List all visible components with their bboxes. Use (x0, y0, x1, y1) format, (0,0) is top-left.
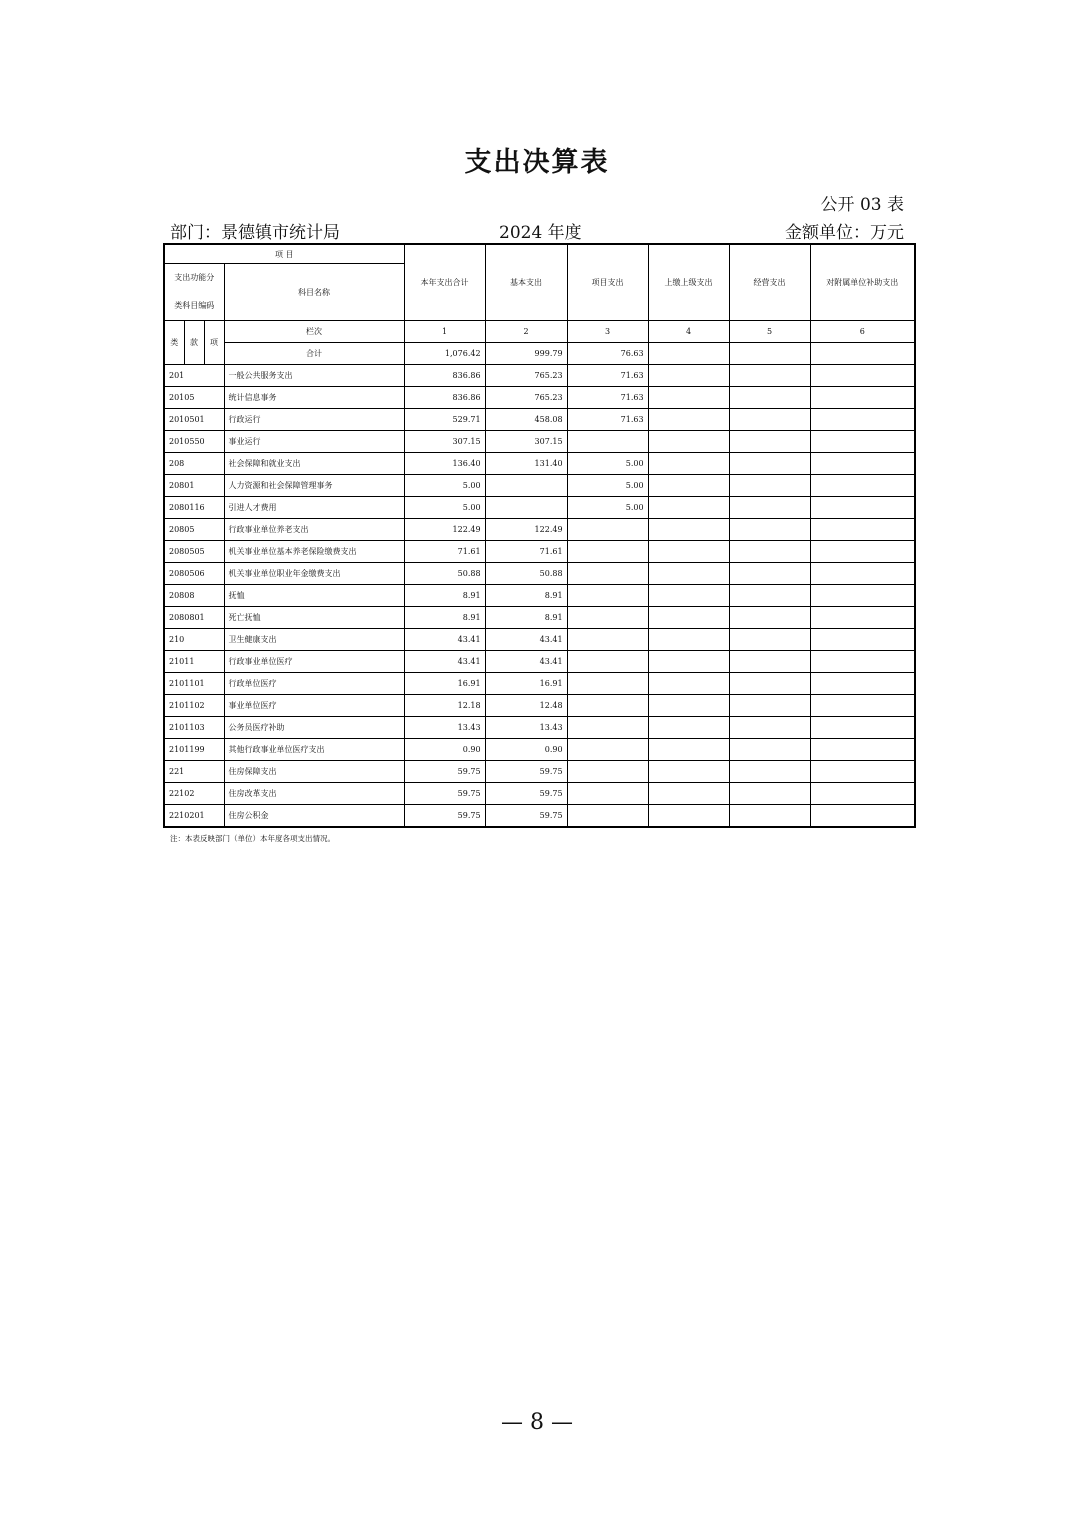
row-value-5 (729, 563, 810, 585)
row-value-5 (729, 453, 810, 475)
row-value-6 (810, 497, 915, 519)
row-value-4 (648, 519, 729, 541)
row-value-2: 765.23 (485, 365, 567, 387)
header-col-4: 上缴上级支出 (648, 244, 729, 321)
row-code: 20801 (164, 475, 224, 497)
row-value-4 (648, 629, 729, 651)
col-number-4: 4 (648, 321, 729, 343)
header-col-2: 基本支出 (485, 244, 567, 321)
row-value-3 (567, 607, 648, 629)
row-value-5 (729, 365, 810, 387)
row-value-1: 59.75 (404, 761, 485, 783)
row-value-6 (810, 409, 915, 431)
table-row (164, 475, 915, 497)
row-value-3 (567, 717, 648, 739)
col-number-6: 6 (810, 321, 915, 343)
row-value-5 (729, 695, 810, 717)
row-code: 2101103 (164, 717, 224, 739)
row-value-4 (648, 431, 729, 453)
table-row (164, 409, 915, 431)
row-value-1: 529.71 (404, 409, 485, 431)
col-number-1: 1 (404, 321, 485, 343)
total-value-1: 1,076.42 (404, 343, 485, 365)
row-value-2: 71.61 (485, 541, 567, 563)
row-subject-name: 一般公共服务支出 (224, 365, 404, 387)
total-value-4 (648, 343, 729, 365)
row-value-5 (729, 607, 810, 629)
row-value-1: 122.49 (404, 519, 485, 541)
total-label: 合计 (224, 343, 404, 365)
header-project: 项 目 (164, 244, 404, 264)
row-code: 2080801 (164, 607, 224, 629)
row-value-4 (648, 739, 729, 761)
row-value-6 (810, 783, 915, 805)
row-value-5 (729, 585, 810, 607)
row-value-1: 12.18 (404, 695, 485, 717)
row-value-6 (810, 739, 915, 761)
row-code: 201 (164, 365, 224, 387)
table-row (164, 695, 915, 717)
row-value-4 (648, 607, 729, 629)
header-lei: 类 (164, 321, 184, 365)
row-value-1: 43.41 (404, 629, 485, 651)
row-value-1: 8.91 (404, 585, 485, 607)
row-subject-name: 行政事业单位医疗 (224, 651, 404, 673)
header-col-1: 本年支出合计 (404, 244, 485, 321)
row-value-1: 836.86 (404, 387, 485, 409)
row-value-3 (567, 805, 648, 828)
row-subject-name: 住房公积金 (224, 805, 404, 828)
table-row (164, 585, 915, 607)
row-value-4 (648, 453, 729, 475)
row-value-2: 59.75 (485, 761, 567, 783)
row-value-5 (729, 761, 810, 783)
row-subject-name: 机关事业单位职业年金缴费支出 (224, 563, 404, 585)
row-value-2: 59.75 (485, 805, 567, 828)
row-subject-name: 人力资源和社会保障管理事务 (224, 475, 404, 497)
row-subject-name: 其他行政事业单位医疗支出 (224, 739, 404, 761)
table-row (164, 563, 915, 585)
row-value-3 (567, 431, 648, 453)
row-value-6 (810, 541, 915, 563)
row-value-4 (648, 475, 729, 497)
table-row (164, 651, 915, 673)
header-col-3: 项目支出 (567, 244, 648, 321)
row-value-1: 136.40 (404, 453, 485, 475)
row-value-4 (648, 651, 729, 673)
row-value-3 (567, 739, 648, 761)
table-row (164, 673, 915, 695)
row-value-6 (810, 585, 915, 607)
total-value-5 (729, 343, 810, 365)
row-subject-name: 公务员医疗补助 (224, 717, 404, 739)
row-value-3 (567, 651, 648, 673)
total-value-6 (810, 343, 915, 365)
row-value-1: 8.91 (404, 607, 485, 629)
row-subject-name: 行政运行 (224, 409, 404, 431)
row-value-4 (648, 497, 729, 519)
row-value-3 (567, 695, 648, 717)
row-value-3 (567, 673, 648, 695)
row-code: 21011 (164, 651, 224, 673)
col-number-5: 5 (729, 321, 810, 343)
row-code: 2080116 (164, 497, 224, 519)
row-value-5 (729, 387, 810, 409)
row-code: 2101102 (164, 695, 224, 717)
row-value-4 (648, 783, 729, 805)
row-code: 20105 (164, 387, 224, 409)
row-value-2: 43.41 (485, 629, 567, 651)
row-value-5 (729, 651, 810, 673)
row-subject-name: 社会保障和就业支出 (224, 453, 404, 475)
row-value-2 (485, 475, 567, 497)
row-code: 2101199 (164, 739, 224, 761)
row-value-3: 71.63 (567, 409, 648, 431)
table-row (164, 739, 915, 761)
row-value-2: 122.49 (485, 519, 567, 541)
row-value-1: 0.90 (404, 739, 485, 761)
row-value-3: 5.00 (567, 453, 648, 475)
row-code: 221 (164, 761, 224, 783)
row-value-2: 307.15 (485, 431, 567, 453)
row-value-4 (648, 673, 729, 695)
row-value-2: 16.91 (485, 673, 567, 695)
row-value-2: 12.48 (485, 695, 567, 717)
row-code: 2210201 (164, 805, 224, 828)
row-value-4 (648, 717, 729, 739)
row-subject-name: 事业单位医疗 (224, 695, 404, 717)
table-row (164, 387, 915, 409)
row-value-3: 5.00 (567, 475, 648, 497)
form-number: 公开 03 表 (820, 195, 904, 215)
row-code: 2010501 (164, 409, 224, 431)
row-value-3 (567, 783, 648, 805)
col-number-3: 3 (567, 321, 648, 343)
table-row (164, 761, 915, 783)
row-subject-name: 住房保障支出 (224, 761, 404, 783)
row-value-1: 59.75 (404, 783, 485, 805)
row-value-6 (810, 453, 915, 475)
table-row (164, 805, 915, 828)
row-value-6 (810, 387, 915, 409)
row-value-2: 131.40 (485, 453, 567, 475)
table-note: 注：本表反映部门（单位）本年度各项支出情况。 (170, 834, 335, 843)
row-value-3 (567, 761, 648, 783)
row-value-1: 71.61 (404, 541, 485, 563)
row-subject-name: 事业运行 (224, 431, 404, 453)
row-value-4 (648, 387, 729, 409)
table-row (164, 783, 915, 805)
row-value-3 (567, 629, 648, 651)
row-subject-name: 行政单位医疗 (224, 673, 404, 695)
row-subject-name: 统计信息事务 (224, 387, 404, 409)
row-value-4 (648, 805, 729, 828)
row-code: 2080505 (164, 541, 224, 563)
row-value-3 (567, 585, 648, 607)
row-value-2: 8.91 (485, 585, 567, 607)
row-value-5 (729, 431, 810, 453)
row-value-6 (810, 673, 915, 695)
row-value-4 (648, 695, 729, 717)
row-code: 208 (164, 453, 224, 475)
row-value-6 (810, 519, 915, 541)
row-value-6 (810, 431, 915, 453)
row-value-5 (729, 497, 810, 519)
table-row (164, 431, 915, 453)
row-value-5 (729, 629, 810, 651)
expenditure-table (163, 243, 916, 828)
total-value-2: 999.79 (485, 343, 567, 365)
row-value-4 (648, 761, 729, 783)
row-value-1: 16.91 (404, 673, 485, 695)
row-value-5 (729, 409, 810, 431)
row-value-4 (648, 541, 729, 563)
row-value-4 (648, 585, 729, 607)
table-row (164, 453, 915, 475)
row-value-1: 50.88 (404, 563, 485, 585)
table-row (164, 541, 915, 563)
row-code: 210 (164, 629, 224, 651)
table-row (164, 365, 915, 387)
row-value-5 (729, 541, 810, 563)
row-value-2: 59.75 (485, 783, 567, 805)
header-code-line2: 类科目编码 (174, 301, 215, 310)
total-value-3: 76.63 (567, 343, 648, 365)
row-value-6 (810, 475, 915, 497)
row-value-6 (810, 607, 915, 629)
row-value-2: 765.23 (485, 387, 567, 409)
table-row (164, 519, 915, 541)
header-code (164, 264, 224, 321)
row-subject-name: 死亡抚恤 (224, 607, 404, 629)
header-code-line1: 支出功能分 (174, 273, 215, 282)
row-value-3: 71.63 (567, 387, 648, 409)
row-value-6 (810, 651, 915, 673)
header-xiang: 项 (204, 321, 224, 365)
col-number-2: 2 (485, 321, 567, 343)
row-value-6 (810, 761, 915, 783)
row-value-1: 13.43 (404, 717, 485, 739)
row-value-6 (810, 563, 915, 585)
table-row (164, 629, 915, 651)
header-col-5: 经营支出 (729, 244, 810, 321)
row-value-2: 43.41 (485, 651, 567, 673)
row-value-2: 50.88 (485, 563, 567, 585)
row-value-3: 5.00 (567, 497, 648, 519)
row-code: 2010550 (164, 431, 224, 453)
row-value-6 (810, 695, 915, 717)
row-code: 22102 (164, 783, 224, 805)
row-value-3: 71.63 (567, 365, 648, 387)
year-label: 2024 年度 (499, 223, 582, 243)
row-value-2 (485, 497, 567, 519)
department-label: 部门：景德镇市统计局 (170, 223, 340, 243)
row-value-5 (729, 519, 810, 541)
row-value-6 (810, 365, 915, 387)
header-col-6: 对附属单位补助支出 (810, 244, 915, 321)
table-row (164, 717, 915, 739)
row-value-1: 836.86 (404, 365, 485, 387)
row-subject-name: 行政事业单位养老支出 (224, 519, 404, 541)
row-value-1: 5.00 (404, 497, 485, 519)
row-value-6 (810, 717, 915, 739)
table-row (164, 607, 915, 629)
row-value-2: 0.90 (485, 739, 567, 761)
row-value-6 (810, 629, 915, 651)
row-value-5 (729, 805, 810, 828)
row-subject-name: 抚恤 (224, 585, 404, 607)
row-value-4 (648, 365, 729, 387)
row-code: 20805 (164, 519, 224, 541)
header-kuan: 款 (184, 321, 204, 365)
row-value-5 (729, 739, 810, 761)
row-value-6 (810, 805, 915, 828)
row-value-3 (567, 519, 648, 541)
row-value-1: 43.41 (404, 651, 485, 673)
unit-label: 金额单位：万元 (785, 223, 904, 243)
row-subject-name: 卫生健康支出 (224, 629, 404, 651)
row-value-5 (729, 717, 810, 739)
row-value-2: 458.08 (485, 409, 567, 431)
row-value-2: 8.91 (485, 607, 567, 629)
header-subject-name: 科目名称 (224, 264, 404, 321)
row-subject-name: 机关事业单位基本养老保险缴费支出 (224, 541, 404, 563)
row-value-1: 59.75 (404, 805, 485, 828)
row-value-2: 13.43 (485, 717, 567, 739)
row-value-3 (567, 541, 648, 563)
page-number: — 8 — (501, 1410, 573, 1435)
page-title: 支出决算表 (464, 147, 610, 178)
row-code: 20808 (164, 585, 224, 607)
row-subject-name: 住房改革支出 (224, 783, 404, 805)
row-value-1: 5.00 (404, 475, 485, 497)
row-code: 2101101 (164, 673, 224, 695)
row-value-1: 307.15 (404, 431, 485, 453)
table-row (164, 497, 915, 519)
row-subject-name: 引进人才费用 (224, 497, 404, 519)
row-value-4 (648, 563, 729, 585)
row-value-5 (729, 475, 810, 497)
row-value-5 (729, 783, 810, 805)
row-value-3 (567, 563, 648, 585)
row-value-4 (648, 409, 729, 431)
header-column-order: 栏次 (224, 321, 404, 343)
row-code: 2080506 (164, 563, 224, 585)
row-value-5 (729, 673, 810, 695)
